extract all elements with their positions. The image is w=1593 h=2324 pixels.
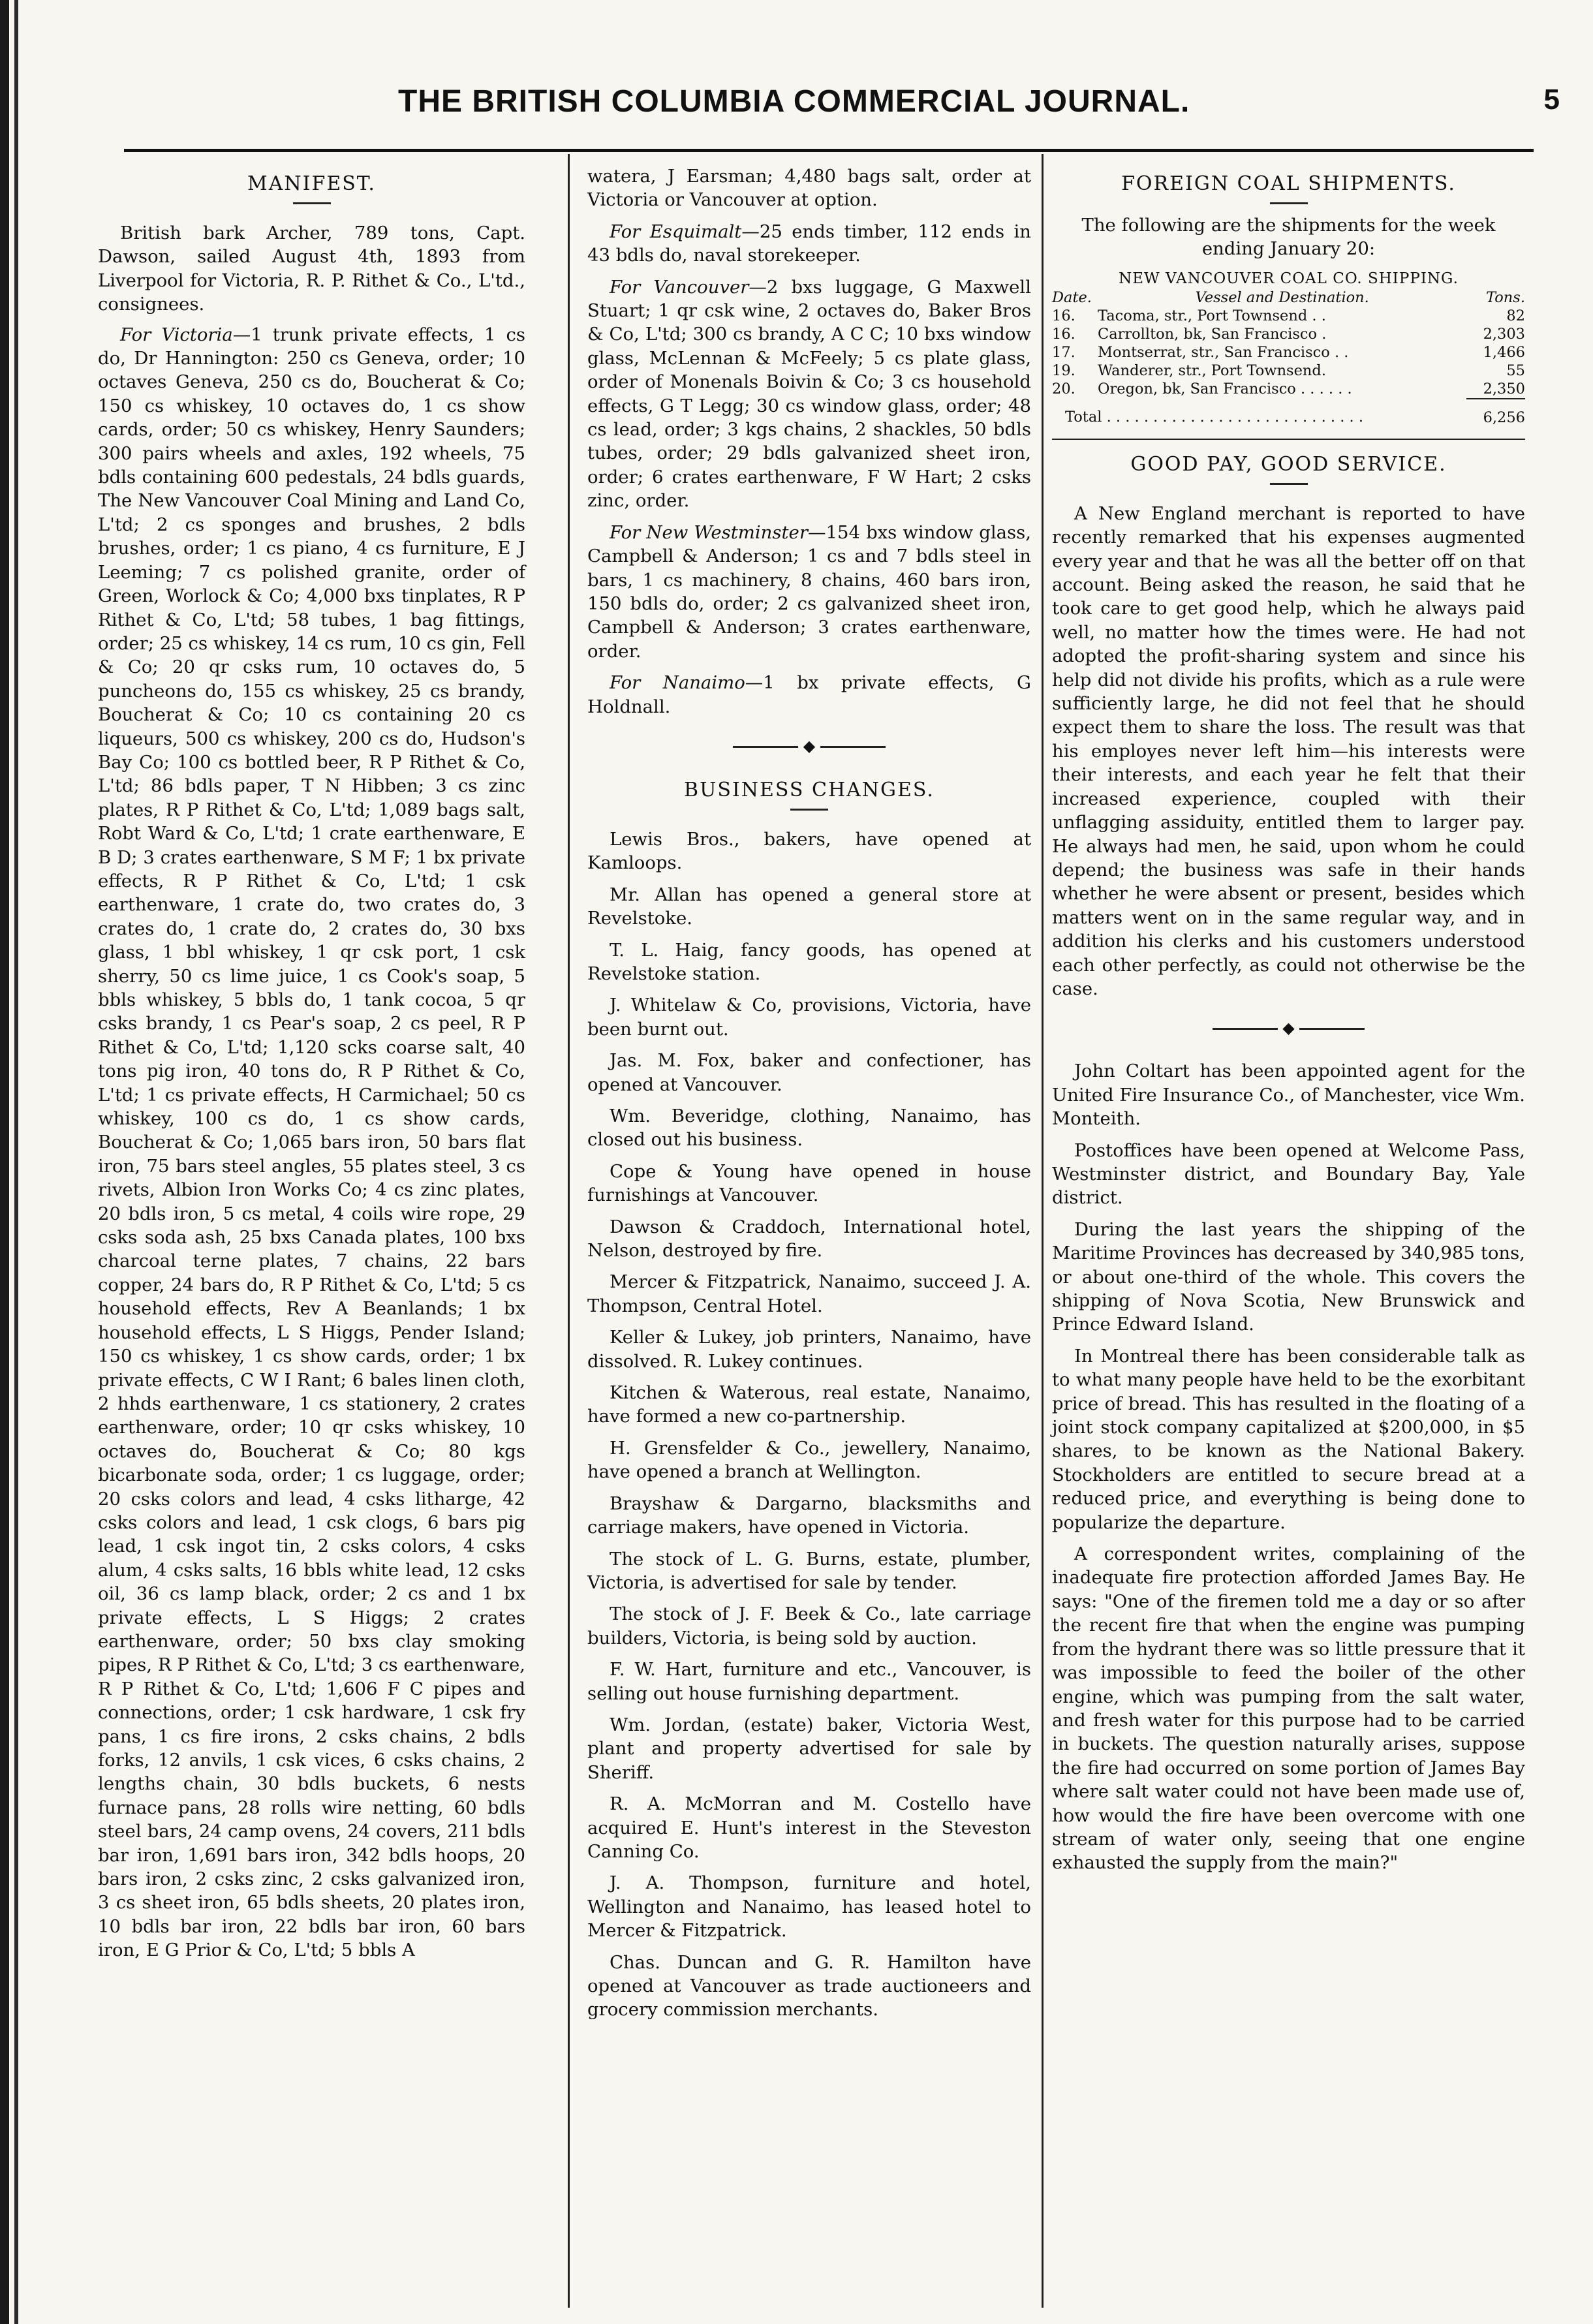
heading-dash xyxy=(790,809,828,811)
business-item: Keller & Lukey, job printers, Nanaimo, have dissolved. R. Lukey continues. xyxy=(587,1327,1031,1372)
coal-company: NEW VANCOUVER COAL CO. SHIPPING. xyxy=(1119,270,1459,287)
manifest-intro: British bark Archer, 789 tons, Capt. Dawson, sailed August 4th, 1893 from Liverpool for Victoria, R. P. Rithet & Co., L'td., consignees. xyxy=(98,223,525,315)
coal-total-label: Total . . . . . . . . . . . . . . . . . . . . . . . . . . . . xyxy=(1065,408,1363,426)
header-rule xyxy=(124,149,1534,152)
coal-row xyxy=(1052,343,1525,362)
coal-tons: 1,466 xyxy=(1483,343,1525,361)
manifest-heading: MANIFEST. xyxy=(247,172,376,195)
manifest-vancouver xyxy=(587,275,1031,513)
manifest-esquimalt xyxy=(587,220,1031,268)
business-item: Wm. Jordan, (estate) baker, Victoria West, plant and property advertised for sale by Sheriff. xyxy=(587,1714,1031,1783)
binding-edge xyxy=(0,0,9,2324)
business-item: Wm. Beveridge, clothing, Nanaimo, has closed out his business. xyxy=(587,1106,1031,1151)
manifest-continued: watera, J Earsman; 4,480 bags salt, order at Victoria or Vancouver at option. xyxy=(587,166,1031,211)
news-note: During the last years the shipping of the Maritime Provinces has decreased by 340,985 tons, or about one-third of the whole. This covers the shipping of Nova Scotia, New Brunswick and Prince Edward Island. xyxy=(1052,1218,1525,1335)
coal-col-vessel: Vessel and Destination. xyxy=(1195,288,1369,306)
coal-tons: 55 xyxy=(1506,362,1525,379)
coal-vessel: Wanderer, str., Port Townsend. xyxy=(1098,362,1326,379)
column-divider-2 xyxy=(1042,154,1044,2308)
business-item: Brayshaw & Dargarno, blacksmiths and carriage makers, have opened in Victoria. xyxy=(587,1493,1031,1538)
esquimalt-label: For Esquimalt xyxy=(610,221,742,242)
vancouver-body: —2 bxs luggage, G Maxwell Stuart; 1 qr csk wine, 2 octaves do, Baker Bros & Co, L'td; 300 cs brandy, A C C; 10 bxs window glass, McLennan & McFeely; 5 cs plate glass, order of Monenals Boivin & Co; 3 cs household effects, G T Legg; 30 cs window glass, order; 48 cs lead, order; 3 kgs chains, 2 shackles, 50 bdls tubes, order; 29 bdls galvanized sheet iron, order; 6 crates earthenware, F W Hart; 2 csks zinc, order. xyxy=(587,276,1031,512)
journal-title: THE BRITISH COLUMBIA COMMERCIAL JOURNAL. xyxy=(398,84,1190,119)
section-ornament: ◆ xyxy=(587,738,1031,754)
coal-heading: FOREIGN COAL SHIPMENTS. xyxy=(1121,172,1456,195)
business-item: R. A. McMorran and M. Costello have acquired E. Hunt's interest in the Steveston Canning Co. xyxy=(587,1793,1031,1862)
business-item: Dawson & Craddoch, International hotel, Nelson, destroyed by fire. xyxy=(587,1216,1031,1262)
coal-vessel: Montserrat, str., San Francisco . . xyxy=(1098,343,1349,361)
business-item: J. A. Thompson, furniture and hotel, Wellington and Nanaimo, has leased hotel to Mercer & Fitzpatrick. xyxy=(587,1872,1031,1942)
column-manifest xyxy=(98,164,525,1969)
coal-date: 19. xyxy=(1052,362,1075,379)
column-middle xyxy=(587,164,1031,2030)
coal-row xyxy=(1052,362,1525,380)
news-note: In Montreal there has been considerable talk as to what many people have held to be the exorbitant price of bread. This has resulted in the floating of a joint stock company capitalized at $200,000, in $5 shares, to be known as the National Bakery. Stockholders are entitled to secure bread at a reduced price, and everything is being done to popularize the departure. xyxy=(1052,1345,1525,1533)
page-header xyxy=(398,84,1560,136)
goodpay-heading: GOOD PAY, GOOD SERVICE. xyxy=(1130,452,1447,476)
coal-row xyxy=(1052,307,1525,325)
esquimalt-body: —25 ends timber, 112 ends in 43 bdls do, naval storekeeper. xyxy=(587,221,1031,266)
coal-row xyxy=(1052,380,1525,399)
business-changes-list xyxy=(587,828,1031,2022)
coal-vessel: Carrollton, bk, San Francisco . xyxy=(1098,325,1327,343)
business-item: Chas. Duncan and G. R. Hamilton have opened at Vancouver as trade auctioneers and grocery commission merchants. xyxy=(587,1951,1031,2021)
coal-tons: 2,303 xyxy=(1483,325,1525,343)
business-item: Jas. M. Fox, baker and confectioner, has opened at Vancouver. xyxy=(587,1050,1031,1095)
vancouver-label: For Vancouver xyxy=(610,276,749,298)
manifest-new-westminster xyxy=(587,521,1031,663)
business-item: Mr. Allan has opened a general store at Revelstoke. xyxy=(587,884,1031,929)
binding-edge-inner xyxy=(14,0,18,2324)
goodpay-body: A New England merchant is reported to have recently remarked that his expenses augmented every year and that he was all the better off on that account. Being asked the reason, he said that he took care to get good help, which he always paid well, no matter how the times were. He had not adopted the profit-sharing system and since his help did not divide his profits, which as a rule were sufficiently large, he did not feel that he should expect them to share the loss. The result was that his employes never left him—his interests were their interests, and each year he felt that their increased experience, coupled with their unflagging assiduity, entitled them to larger pay. He always had men, he said, upon whom he could depend; the business was safe in their hands whether he were absent or present, besides which matters went on in the same regular way, and in addition his clerks and his customers understood each other perfectly, as could not otherwise be the case. xyxy=(1052,503,1525,999)
heading-dash xyxy=(1270,202,1308,204)
business-item: Cope & Young have opened in house furnishings at Vancouver. xyxy=(587,1160,1031,1206)
section-rule xyxy=(1052,439,1525,440)
coal-table xyxy=(1052,288,1525,427)
coal-total: 6,256 xyxy=(1483,409,1525,426)
new-westminster-body: —154 bxs window glass, Campbell & Anderson; 1 cs and 7 bdls steel in bars, 1 cs machinery, 8 chains, 460 bars iron, 150 bdls do, order; 2 cs galvanized sheet iron, Campbell & Anderson; 3 crates earthenware, order. xyxy=(587,521,1031,662)
business-changes-heading: BUSINESS CHANGES. xyxy=(684,778,935,801)
news-note: John Coltart has been appointed agent for the United Fire Insurance Co., of Manchester, vice Wm. Monteith. xyxy=(1052,1061,1525,1130)
manifest-victoria xyxy=(98,323,525,1962)
nanaimo-body: —1 bx private effects, G Holdnall. xyxy=(587,672,1031,717)
coal-date: 17. xyxy=(1052,343,1075,361)
new-westminster-label: For New Westminster xyxy=(610,521,808,543)
nanaimo-label: For Nanaimo xyxy=(610,672,745,694)
coal-col-tons: Tons. xyxy=(1486,288,1525,306)
business-item: T. L. Haig, fancy goods, has opened at Revelstoke station. xyxy=(587,939,1031,984)
news-note: A correspondent writes, complaining of the inadequate fire protection afforded James Bay. He says: "One of the firemen told me a day or so after the recent fire that when the engine was pumping from the hydrant there was so little pressure that it was impossible to feed the boiler of the other engine, which was pumping from the salt water, and fresh water for this purpose had to be carried in buckets. The question naturally arises, suppose the fire had occurred on some portion of James Bay where salt water could not have been made use of, how would the fire have been overcome with one stream of water only, seeing that one engine exhausted the supply from the main?" xyxy=(1052,1543,1525,1874)
coal-vessel: Tacoma, str., Port Townsend . . xyxy=(1098,307,1326,324)
section-ornament: ◆ xyxy=(1052,1020,1525,1036)
heading-dash xyxy=(293,202,331,204)
news-note: Postoffices have been opened at Welcome Pass, Westminster district, and Boundary Bay, Yale district. xyxy=(1052,1139,1525,1209)
coal-date: 16. xyxy=(1052,307,1075,324)
coal-date: 20. xyxy=(1052,380,1075,397)
coal-intro: The following are the shipments for the week ending January 20: xyxy=(1081,215,1496,260)
business-item: The stock of L. G. Burns, estate, plumber, Victoria, is advertised for sale by tender. xyxy=(587,1548,1031,1593)
column-divider-1 xyxy=(568,154,570,2308)
coal-tons: 2,350 xyxy=(1466,380,1525,399)
column-right xyxy=(1052,164,1525,1883)
coal-row xyxy=(1052,325,1525,343)
coal-vessel: Oregon, bk, San Francisco . . . . . . xyxy=(1098,380,1352,397)
business-item: Lewis Bros., bakers, have opened at Kamloops. xyxy=(587,828,1031,874)
business-item: F. W. Hart, furniture and etc., Vancouver, is selling out house furnishing department. xyxy=(587,1659,1031,1704)
business-item: H. Grensfelder & Co., jewellery, Nanaimo, have opened a branch at Wellington. xyxy=(587,1437,1031,1483)
business-item: The stock of J. F. Beek & Co., late carriage builders, Victoria, is being sold by auction. xyxy=(587,1604,1031,1649)
victoria-label: For Victoria xyxy=(120,324,233,345)
coal-date: 16. xyxy=(1052,325,1075,343)
coal-total-row xyxy=(1052,399,1525,427)
business-item: Kitchen & Waterous, real estate, Nanaimo, have formed a new co-partnership. xyxy=(587,1382,1031,1427)
business-item: J. Whitelaw & Co, provisions, Victoria, have been burnt out. xyxy=(587,995,1031,1040)
coal-table-header xyxy=(1052,288,1525,307)
page-number: 5 xyxy=(1543,84,1560,116)
business-item: Mercer & Fitzpatrick, Nanaimo, succeed J. A. Thompson, Central Hotel. xyxy=(587,1271,1031,1316)
victoria-body: —1 trunk private effects, 1 cs do, Dr Hannington: 250 cs Geneva, order; 10 octaves Geneva, 250 cs do, Boucherat & Co; 150 cs whiskey, 10 octaves do, 1 cs show cards, order; 50 cs whiskey, Henry Saunders; 300 pairs wheels and axles, 192 wheels, 75 bdls containing 600 pedestals, 24 bdls guards, The New Vancouver Coal Mining and Land Co, L'td; 2 cs sponges and brushes, 2 bdls brushes, order; 1 cs piano, 4 cs furniture, E J Leeming; 7 cs polished granite, order of Green, Worlock & Co; 4,000 bxs tinplates, R P Rithet & Co, L'td; 58 tubes, 1 bag fittings, order; 25 cs whiskey, 14 cs rum, 10 cs gin, Fell & Co; 20 qr csks rum, 10 octaves do, 5 puncheons do, 155 cs whiskey, 25 cs brandy, Boucherat & Co; 10 cs containing 20 cs liqueurs, 500 cs whiskey, 200 cs do, Hudson's Bay Co; 100 cs bottled beer, R P Rithet & Co, L'td; 86 bdls paper, T N Hibben; 3 cs zinc plates, R P Rithet & Co, L'td; 1,089 bags salt, Robt Ward & Co, L'td; 1 crate earthenware, E B D; 3 crates earthenware, S M F; 1 bx private effects, R P Rithet & Co, L'td; 1 csk earthenware, 1 crate do, two crates do, 3 crates do, 1 crate do, 2 crates do, 30 bxs glass, 1 bbl whiskey, 1 qr csk port, 1 csk sherry, 50 cs lime juice, 1 cs Cook's soap, 5 bbls whiskey, 5 bbls do, 1 tank cocoa, 5 qr csks brandy, 1 cs Pear's soap, 2 cs peel, R P Rithet & Co, L'td; 1,120 scks coarse salt, 40 tons pig iron, 40 tons do, R P Rithet & Co, L'td; 1 cs private effects, H Carmichael; 50 cs whiskey, 100 cs do, 1 cs show cards, Boucherat & Co; 1,065 bars iron, 50 bars flat iron, 75 bars steel angles, 55 plates steel, 3 cs rivets, Albion Iron Works Co; 4 cs zinc plates, 20 bdls iron, 5 cs metal, 4 coils wire rope, 29 csks soda ash, 25 bxs Canada plates, 100 bxs charcoal terne plates, 7 chains, 22 bars copper, 24 bars do, R P Rithet & Co, L'td; 5 cs household effects, Rev A Beanlands; 1 bx household effects, L S Higgs, Pender Island; 150 cs whiskey, 1 cs show cards, order; 1 bx private effects, C W I Rant; 6 bales linen cloth, 2 hhds earthenware, 1 cs stationery, 2 crates earthenware, order; 10 qr csks whiskey, 10 octaves do, Boucherat & Co; 80 kgs bicarbonate soda, order; 1 cs luggage, order; 20 csks colors and lead, 4 csks litharge, 42 csks colors and lead, 1 csk clogs, 6 bars pig lead, 1 csk ingot tin, 2 csks colors, 4 csks alum, 4 csks salts, 16 bbls white lead, 12 csks oil, 36 cs lamp black, order; 2 cs and 1 bx private effects, L S Higgs; 2 crates earthenware, order; 50 bxs clay smoking pipes, R P Rithet & Co, L'td; 3 cs earthenware, R P Rithet & Co, L'td; 1,606 F C pipes and connections, order; 1 csk hardware, 1 csk fry pans, 1 cs fire irons, 2 csks chains, 2 bdls forks, 12 anvils, 1 csk vices, 6 csks chains, 2 lengths chain, 30 bdls buckets, 6 nests furnace pans, 28 rolls wire netting, 60 bdls steel bars, 24 camp ovens, 24 covers, 211 bdls bar iron, 1,691 bars iron, 342 bdls hoops, 20 bars iron, 2 csks zinc, 2 csks galvanized iron, 3 cs sheet iron, 65 bdls sheets, 20 plates iron, 10 bdls bar iron, 22 bdls bar iron, 60 bars iron, E G Prior & Co, L'td; 5 bbls A xyxy=(98,324,525,1961)
manifest-nanaimo xyxy=(587,671,1031,719)
heading-dash xyxy=(1270,483,1308,485)
coal-tons: 82 xyxy=(1506,307,1525,324)
coal-col-date: Date. xyxy=(1052,288,1092,306)
